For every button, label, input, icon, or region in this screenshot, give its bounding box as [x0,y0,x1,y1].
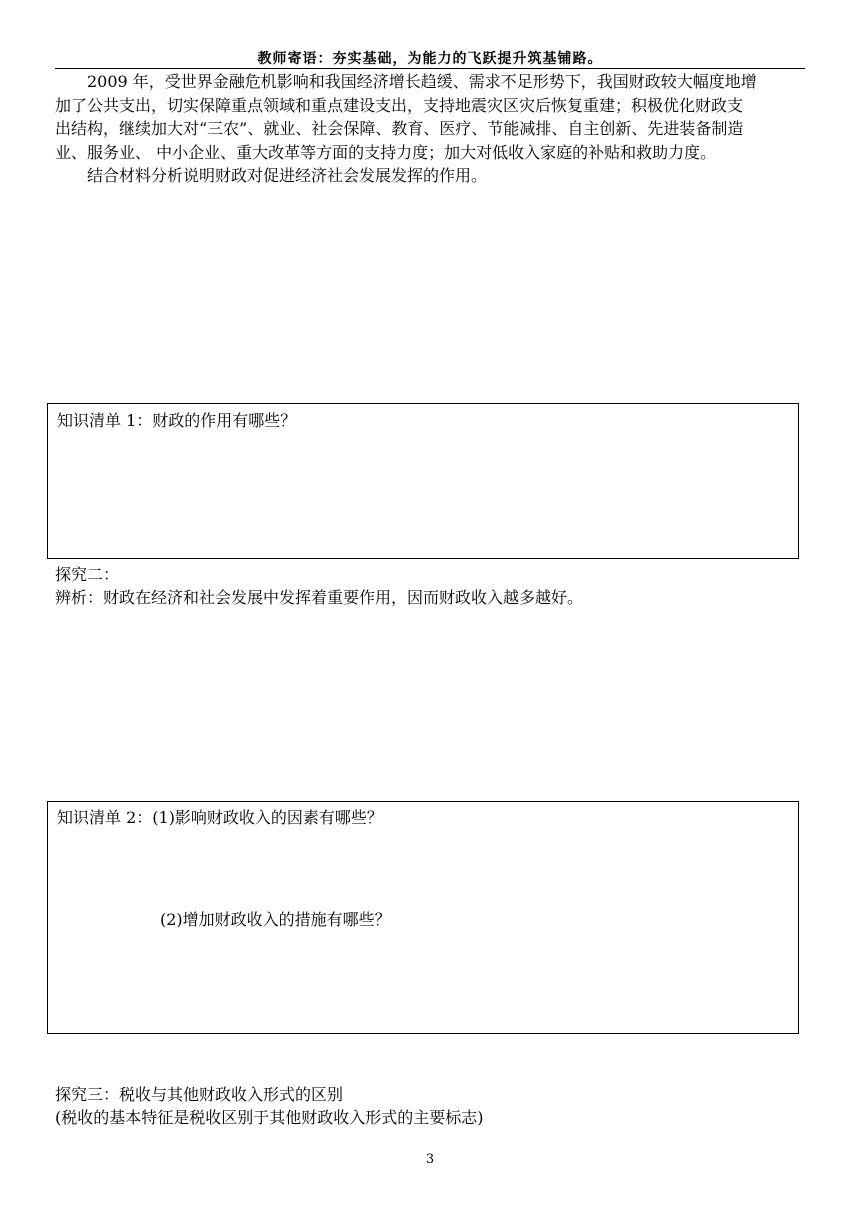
knowledge-list-1-title: 知识清单 1：财政的作用有哪些？ [57,411,297,430]
header-motto: 教师寄语：夯实基础，为能力的飞跃提升筑基铺路。 [257,51,603,67]
explore-2-prompt: 辨析：财政在经济和社会发展中发挥着重要作用，因而财政收入越多越好。 [55,588,584,607]
knowledge-list-1-box [47,403,799,559]
explore-3-note: (税收的基本特征是税收区别于其他财政收入形式的主要标志) [55,1108,484,1127]
material-line-2: 加了公共支出，切实保障重点领域和重点建设支出，支持地震灾区灾后恢复重建；积极优化财政支 [55,96,744,115]
explore-2-heading: 探究二： [55,565,120,584]
material-question: 结合材料分析说明财政对促进经济社会发展发挥的作用。 [87,166,488,185]
knowledge-list-2-box [47,801,799,1034]
material-line-3: 出结构，继续加大对“三农”、就业、社会保障、教育、医疗、节能减排、自主创新、先进装备制造 [55,119,744,138]
page-number: 3 [425,1152,435,1167]
header-rule [55,68,805,69]
material-line-4: 业、服务业、 中小企业、重大改革等方面的支持力度；加大对低收入家庭的补贴和救助力度。 [55,143,717,162]
knowledge-list-2-question-1: 知识清单 2：(1)影响财政收入的因素有哪些？ [57,808,383,827]
knowledge-list-2-question-2: (2)增加财政收入的措施有哪些？ [160,910,391,929]
material-line-1: 2009 年，受世界金融危机影响和我国经济增长趋缓、需求不足形势下，我国财政较大幅度地增 [87,72,757,91]
explore-3-heading: 探究三：税收与其他财政收入形式的区别 [55,1085,344,1104]
